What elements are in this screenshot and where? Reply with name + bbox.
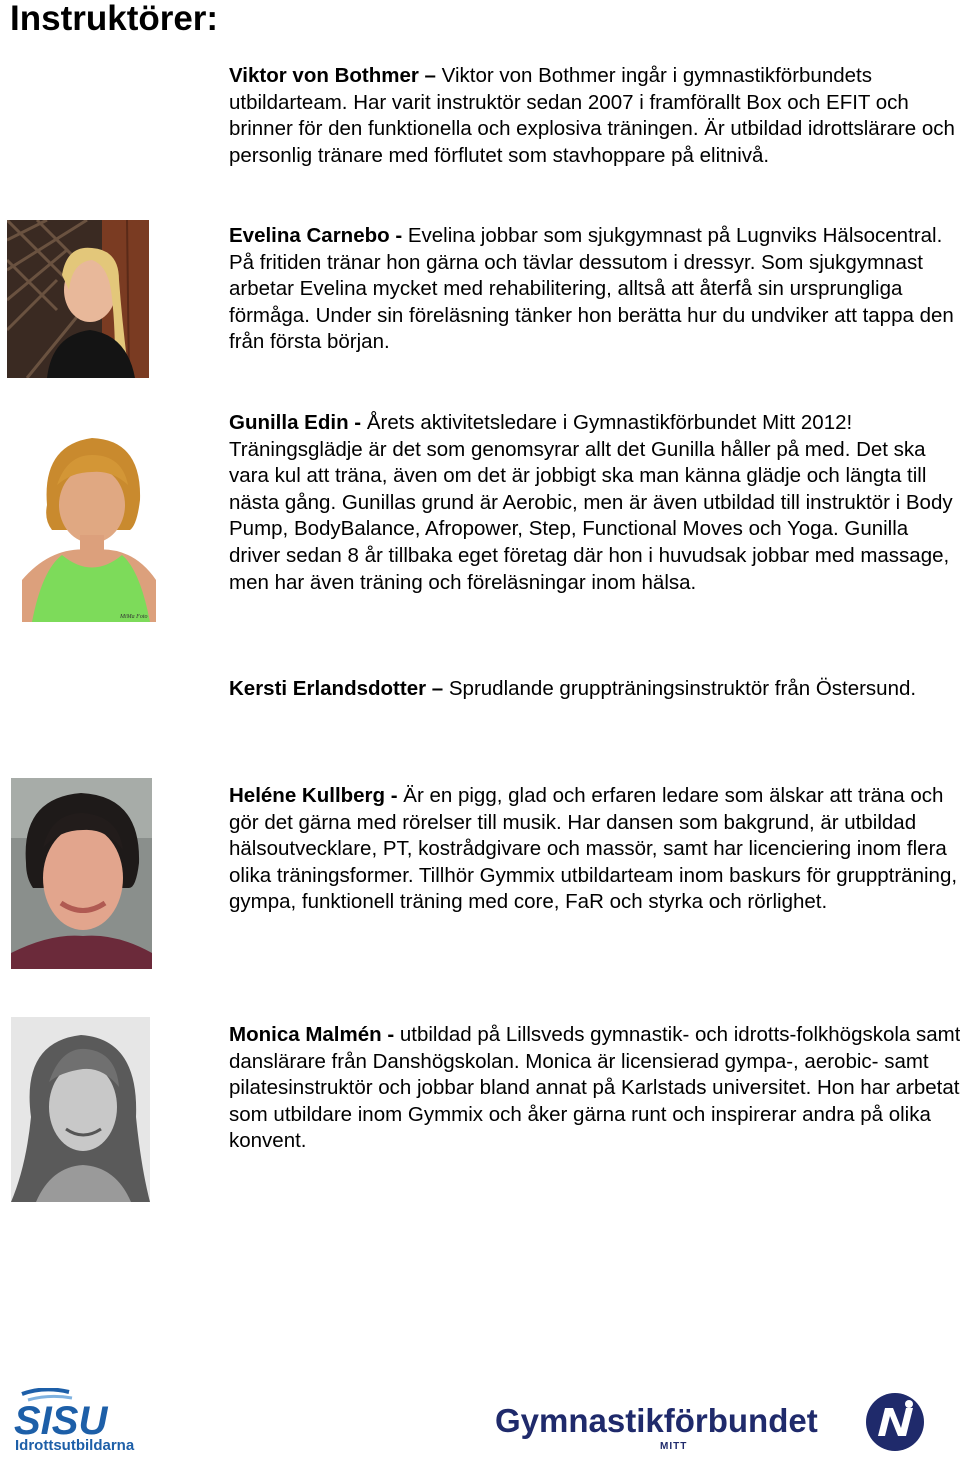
name-separator: - (381, 1023, 400, 1046)
instructor-description: Sprudlande gruppträningsinstruktör från Östersund. (448, 677, 917, 700)
page-title: Instruktörer: (10, 0, 219, 38)
sisu-logo (14, 1388, 139, 1452)
photo-gunilla-edin (22, 430, 156, 622)
instructor-description: Viktor von Bothmer ingår i gymnastikförbundets utbildarteam. Har varit instruktör sedan 2007 i framförallt Box och EFIT och brinner för den funktionella och explosiva träningen. Är utbildad idrottslärare och personlig tränare med förflutet som stavhoppare på elitnivå. (229, 64, 955, 167)
gymnastikforbundet-logo (495, 1392, 930, 1452)
gf-logo-text: Gymnastikförbundet (495, 1402, 818, 1439)
instructor-bio-evelina (229, 223, 960, 356)
gf-logo-subtext: MITT (660, 1441, 688, 1452)
instructor-description: Är en pigg, glad och erfaren ledare som älskar att träna och gör det gärna med rörelser till musik. Har dansen som bakgrund, är utbildad hälsoutvecklare, PT, kostrådgivare och massör, samt har licenciering inom flera olika träningsformer. Tillhör Gymmix utbildarteam inom baskurs för gruppträning, gympa, funktionell träning med core, FaR och styrka och rörlighet. (229, 784, 958, 914)
sisu-logo-text: SISU (14, 1399, 108, 1443)
instructor-name: Evelina Carnebo (229, 224, 390, 247)
photo-helene-kullberg (11, 778, 152, 969)
instructor-description: Evelina jobbar som sjukgymnast på Lugnviks Hälsocentral. På fritiden tränar hon gärna och tävlar dessutom i dressyr. Som sjukgymnast arbetar Evelina mycket med rehabilitering, alltså att återfå sin ursprungliga förmåga. Under sin föreläsning tänker hon berätta hur du undviker att tappa den från första början. (229, 224, 954, 354)
instructor-bio-gunilla (229, 410, 960, 596)
instructor-bio-viktor (229, 63, 960, 169)
sisu-logo-subtext: Idrottsutbildarna (15, 1437, 135, 1452)
name-separator: – (418, 64, 442, 87)
instructor-name: Gunilla Edin (229, 411, 349, 434)
instructor-description: utbildad på Lillsveds gymnastik- och idrotts-folkhögskola samt danslärare från Danshögskolan. Monica är licensierad gympa-, aerobic- samt pilatesinstruktör och jobbar bland annat på Karlstads universitet. Hon har arbetat som utbildare inom Gymmix och åker gärna runt och inspirerar andra på olika konvent. (229, 1023, 960, 1153)
photo-credit: MiMa Foto (120, 614, 148, 620)
instructor-bio-monica (229, 1022, 960, 1155)
gf-emblem-icon (866, 1393, 924, 1451)
instructor-description: Årets aktivitetsledare i Gymnastikförbundet Mitt 2012! Träningsglädje är det som genomsyrar allt det Gunilla håller på med. Det ska vara kul att träna, även om det är jobbigt ska man känna glädje och längta till nästa gång. Gunillas grund är Aerobic, men är även utbildad till instruktör i Body Pump, BodyBalance, Afropower, Step, Functional Moves och Yoga. Gunilla driver sedan 8 år tillbaka eget företag där hon i huvudsak jobbar med massage, men har även träning och föreläsningar inom hälsa. (229, 411, 953, 594)
instructor-bio-helene (229, 783, 960, 916)
instructor-name: Viktor von Bothmer (229, 64, 419, 87)
name-separator: - (348, 411, 367, 434)
instructor-name: Monica Malmén (229, 1023, 382, 1046)
instructor-bio-kersti (229, 676, 960, 703)
instructor-name: Heléne Kullberg (229, 784, 386, 807)
name-separator: - (389, 224, 408, 247)
name-separator: – (426, 677, 449, 700)
instructor-name: Kersti Erlandsdotter (229, 677, 427, 700)
photo-monica-malmen (11, 1017, 150, 1202)
name-separator: - (385, 784, 404, 807)
photo-evelina-carnebo (7, 220, 149, 378)
